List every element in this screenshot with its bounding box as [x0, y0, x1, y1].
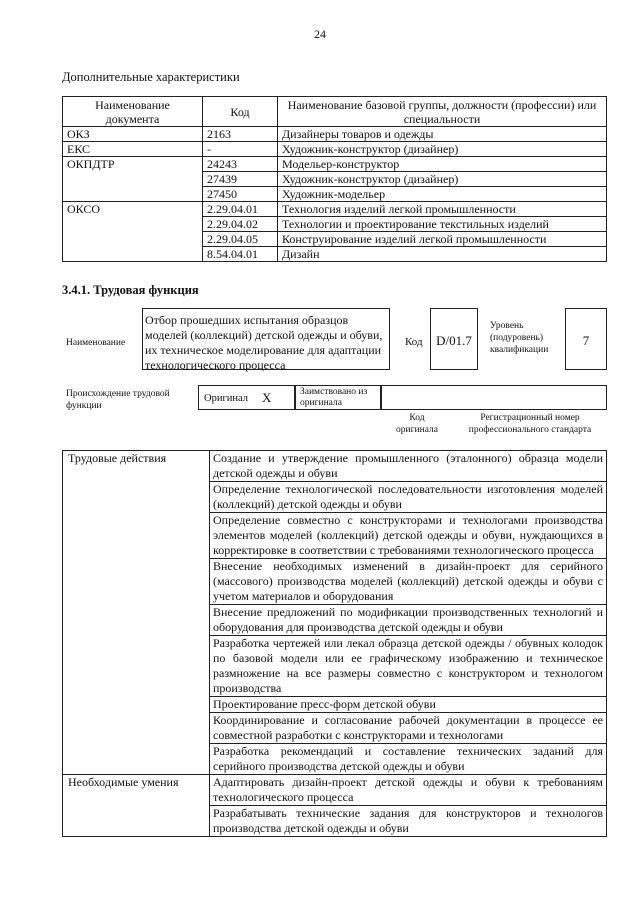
action-item: Разработка рекомендаций и составление технических заданий для серийного производства детской одежды и обуви: [210, 744, 607, 775]
page-number: 24: [314, 27, 326, 41]
action-item: Внесение необходимых изменений в дизайн-проект для серийного (массового) производства моделей (коллекций) детской одежды и обуви с учетом материалов и оборудования: [210, 559, 607, 605]
document-cell: ОКПДТР: [63, 157, 203, 202]
original-mark: X: [262, 390, 272, 405]
characteristics-table: [62, 96, 607, 262]
action-item: Определение совместно с конструкторами и технологами производства элементов моделей (коллекций) детской одежды и обуви, нуждающихся в корректировке в соответствии с требованиями технологического процесса: [210, 513, 607, 559]
code-cell: 27439: [203, 172, 278, 187]
code-value: D/01.7: [436, 333, 472, 348]
document-cell: ОКЗ: [63, 127, 203, 142]
origin-label: Происхождение трудовой функции: [66, 389, 170, 411]
level-value: 7: [582, 333, 590, 348]
name-value: Отбор прошедших испытания образцов моделей (коллекций) детской одежды и обуви, их техническое моделирование для адаптации технологического процесса: [145, 313, 383, 372]
name-cell: Дизайнеры товаров и одежды: [278, 127, 607, 142]
action-item: Определение технологической последовательности изготовления моделей (коллекций) детской одежды и обуви: [210, 482, 607, 513]
name-cell: Технология изделий легкой промышленности: [278, 202, 607, 217]
action-item: Разрабатывать технические задания для конструкторов и технологов производства детской одежды и обуви: [210, 806, 607, 837]
code-cell: 2.29.04.01: [203, 202, 278, 217]
action-item: Проектирование пресс-форм детской обуви: [210, 697, 607, 713]
name-cell: Конструирование изделий легкой промышленности: [278, 232, 607, 247]
name-label: Наименование: [66, 338, 126, 348]
code-cell: 2163: [203, 127, 278, 142]
action-item: Внесение предложений по модификации производственных технологий и оборудования для производства детской одежды и обуви: [210, 605, 607, 636]
code-cell: 2.29.04.05: [203, 232, 278, 247]
code-cell: 24243: [203, 157, 278, 172]
name-cell: Художник-конструктор (дизайнер): [278, 172, 607, 187]
table-row: [63, 157, 607, 172]
header-name: Наименование базовой группы, должности (профессии) или специальности: [278, 97, 607, 127]
action-item: Разработка чертежей или лекал образца детской одежды / обувных колодок по базовой модели или ее графическому изображению и техническое размножение на все размеры совместно с конструктором и технологом производства: [210, 636, 607, 697]
actions-body: [63, 451, 607, 837]
skills-label: Необходимые умения: [63, 775, 210, 837]
action-item: Адаптировать дизайн-проект детской одежды и обуви к требованиям технологического процесса: [210, 775, 607, 806]
action-item: Координирование и согласование рабочей документации в процессе ее совместной разработки с конструкторами и технологами: [210, 713, 607, 744]
function-title: 3.4.1. Трудовая функция: [62, 283, 199, 297]
origin-box: [198, 385, 607, 410]
level-label: Уровень (подуровень) квалификации: [490, 321, 549, 355]
name-cell: Художник-конструктор (дизайнер): [278, 142, 607, 157]
code-cell: 2.29.04.02: [203, 217, 278, 232]
original-label: Оригинал: [204, 393, 248, 404]
table-row: [63, 127, 607, 142]
code-cell: 8.54.04.01: [203, 247, 278, 262]
name-cell: Дизайн: [278, 247, 607, 262]
table-row: [63, 202, 607, 217]
document-cell: ЕКС: [63, 142, 203, 157]
code-cell: -: [203, 142, 278, 157]
borrowed-label: Заимствовано из оригинала: [300, 387, 368, 408]
actions-table: [62, 450, 607, 837]
code-cell: 27450: [203, 187, 278, 202]
reg-number-label: Регистрационный номер профессионального стандарта: [468, 413, 592, 435]
action-item: Создание и утверждение промышленного (эталонного) образца модели детской одежды и обуви: [210, 451, 607, 482]
name-cell: Технологии и проектирование текстильных изделий: [278, 217, 607, 232]
header-code: Код: [203, 97, 278, 127]
origin-divider-2: [380, 385, 382, 410]
labor-actions-label: Трудовые действия: [63, 451, 210, 775]
document-cell: ОКСО: [63, 202, 203, 262]
table-row: [63, 451, 607, 482]
code-label: Код: [405, 336, 423, 348]
name-cell: Модельер-конструктор: [278, 157, 607, 172]
origin-code-label: Код оригинала: [396, 413, 438, 435]
table-row: [63, 142, 607, 157]
table-row: [63, 775, 607, 806]
name-cell: Художник-модельер: [278, 187, 607, 202]
header-document: Наименование документа: [63, 97, 203, 127]
section-title: Дополнительные характеристики: [62, 70, 240, 84]
origin-divider-1: [294, 385, 296, 410]
characteristics-body: [63, 127, 607, 262]
